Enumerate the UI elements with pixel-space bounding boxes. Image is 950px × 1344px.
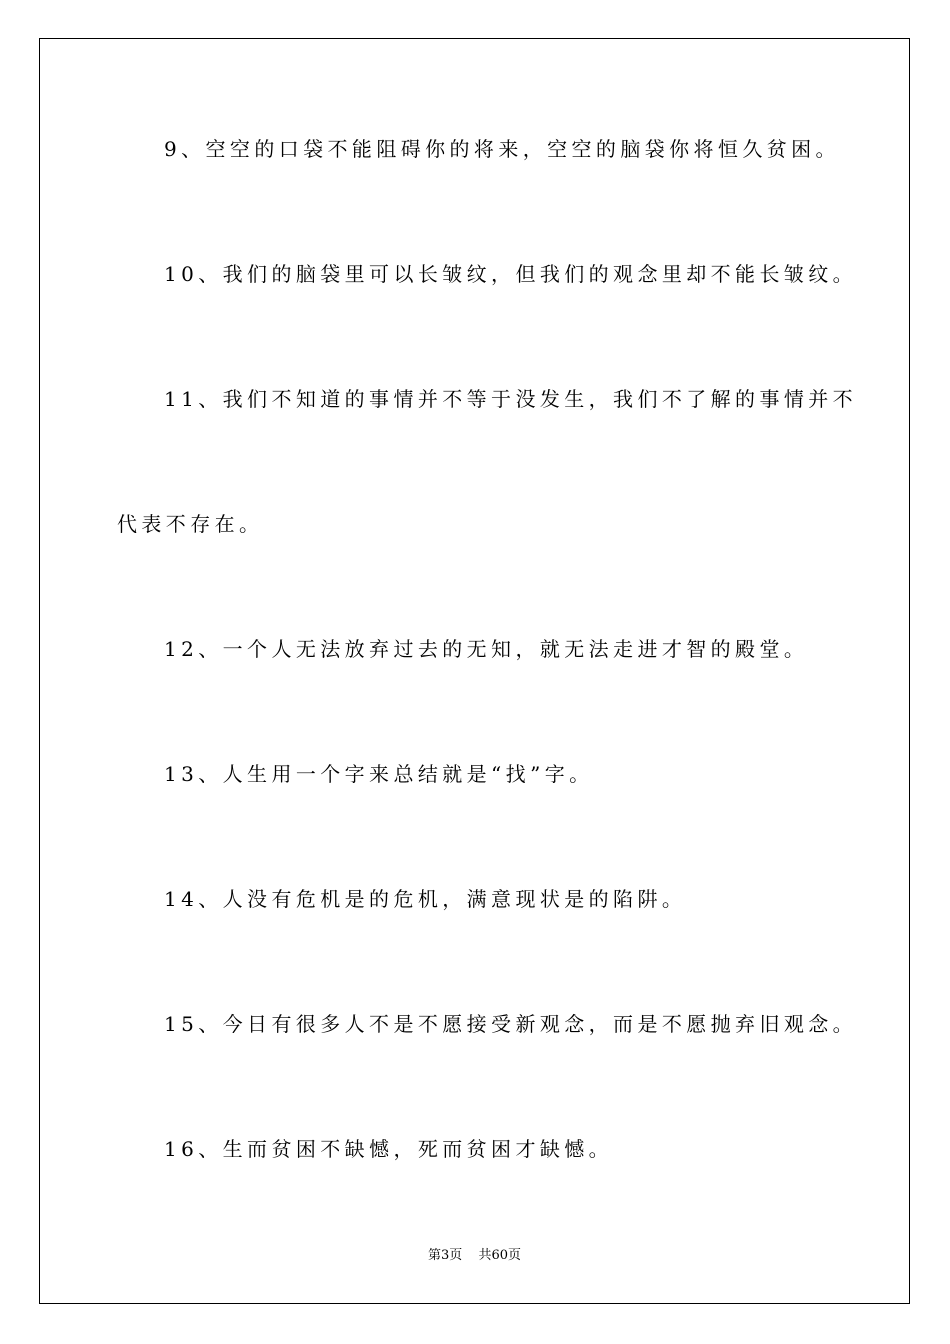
paragraph-16: 16、生而贫困不缺憾，死而贫困才缺憾。 <box>164 1137 614 1161</box>
paragraph-13: 13、人生用一个字来总结就是“找”字。 <box>164 762 594 786</box>
page-number: 第3页 <box>428 1248 463 1263</box>
paragraph-9: 9、空空的口袋不能阻碍你的将来，空空的脑袋你将恒久贫困。 <box>164 137 840 161</box>
paragraph-10: 10、我们的脑袋里可以长皱纹，但我们的观念里却不能长皱纹。 <box>164 262 858 286</box>
paragraph-11-line-2: 代表不存在。 <box>117 512 264 536</box>
page-total: 共60页 <box>478 1248 521 1263</box>
page-frame <box>39 38 910 1304</box>
paragraph-15: 15、今日有很多人不是不愿接受新观念，而是不愿抛弃旧观念。 <box>164 1012 858 1036</box>
paragraph-14: 14、人没有危机是的危机，满意现状是的陷阱。 <box>164 887 687 911</box>
paragraph-12: 12、一个人无法放弃过去的无知，就无法走进才智的殿堂。 <box>164 637 809 661</box>
paragraph-11-line-1: 11、我们不知道的事情并不等于没发生，我们不了解的事情并不 <box>164 387 858 411</box>
page-footer <box>40 1248 909 1264</box>
